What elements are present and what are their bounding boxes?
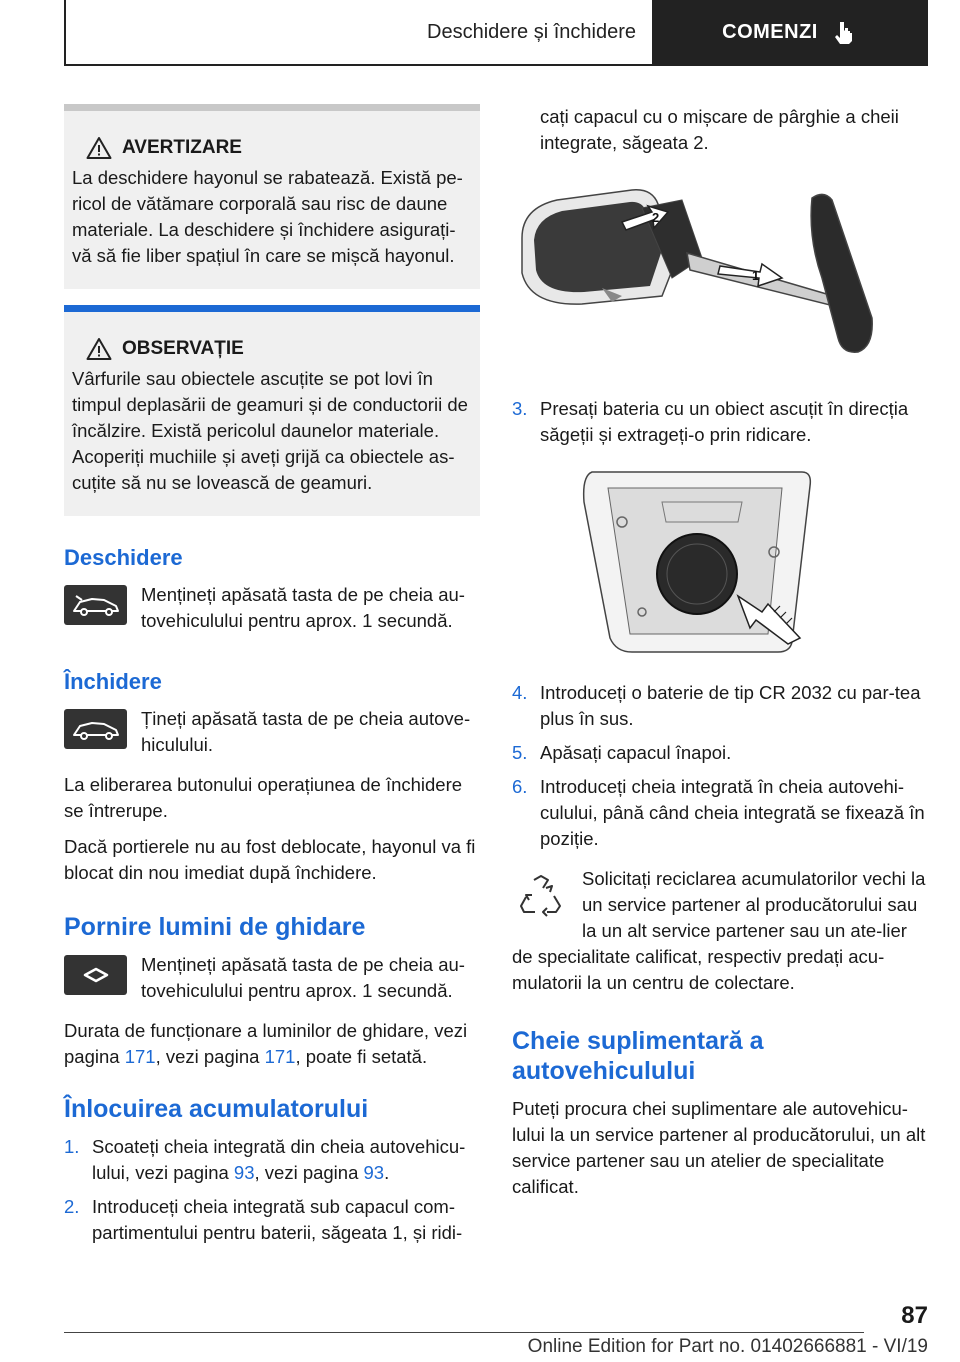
step-text xyxy=(92,1134,480,1186)
guide-lights-button-icon xyxy=(64,955,127,995)
page-number: 87 xyxy=(901,1302,928,1329)
arrow-1-label: 1 xyxy=(752,268,760,283)
step-number: 6. xyxy=(512,776,528,797)
step-text: Introduceți cheia integrată sub capacul com-partimentului pentru baterii, săgeata 1, și ridi- xyxy=(92,1196,463,1243)
step-text: Presați bateria cu un obiect ascuțit în direcția săgeții și extrageți-o prin ridicare. xyxy=(540,398,909,445)
recycle-note xyxy=(512,866,928,996)
battery-steps-right-2 xyxy=(512,680,928,852)
warning-title-row xyxy=(86,135,470,161)
step-text: Apăsați capacul înapoi. xyxy=(540,742,732,763)
hand-pointer-icon xyxy=(832,19,858,45)
battery-step-6 xyxy=(512,774,928,852)
opening-text: Mențineți apăsată tasta de pe cheia au-tovehiculului pentru aprox. 1 secundă. xyxy=(141,584,465,631)
closing-paragraph-1: La eliberarea butonului operațiunea de închidere se întrerupe. xyxy=(64,774,463,821)
battery-step-2 xyxy=(64,1194,480,1246)
tailgate-close-button-icon xyxy=(64,709,127,749)
step-number: 1. xyxy=(64,1136,80,1157)
notice-title-row xyxy=(86,336,470,362)
tailgate-button-icon xyxy=(64,585,127,625)
battery-heading: Înlocuirea acumulatorului xyxy=(64,1095,369,1123)
step1-text-b: , vezi pagina xyxy=(254,1162,364,1183)
battery-step-5 xyxy=(512,740,928,766)
header-chapter-label: COMENZI xyxy=(722,20,818,43)
guide-lights-text-c: , poate fi setată. xyxy=(295,1046,428,1067)
opening-row xyxy=(64,582,480,634)
battery-step-2-continued: cați capacul cu o mișcare de pârghie a cheii integrate, săgeata 2. xyxy=(540,106,899,153)
step1-text-a: Scoateți cheia integrată din cheia autovehicu-lului, vezi pagina xyxy=(92,1136,466,1183)
battery-step-1 xyxy=(64,1134,480,1186)
battery-step-4 xyxy=(512,680,928,732)
page-link-171[interactable]: 171 xyxy=(124,1046,156,1067)
closing-heading: Închidere xyxy=(64,669,162,694)
right-column xyxy=(512,104,928,1200)
guide-lights-text: Mențineți apăsată tasta de pe cheia au-tovehiculului pentru aprox. 1 secundă. xyxy=(141,954,465,1001)
opening-heading: Deschidere xyxy=(64,545,183,570)
battery-steps-right xyxy=(512,396,928,448)
guide-lights-paragraph xyxy=(64,1018,480,1070)
step-text: Introduceți cheia integrată în cheia autovehi-culului, până când cheia integrată se fixează în poziție. xyxy=(540,776,925,849)
step1-text-c: . xyxy=(384,1162,390,1183)
header-chapter-tab[interactable] xyxy=(652,0,928,64)
guide-lights-text-a: Durata de funcționare a luminilor de ghidare, vezi pagina xyxy=(64,1020,468,1067)
warning-box xyxy=(64,104,480,289)
step-number: 5. xyxy=(512,742,528,763)
closing-row xyxy=(64,706,480,758)
step-number: 3. xyxy=(512,398,528,419)
page-link-171-second[interactable]: 171 xyxy=(264,1046,296,1067)
notice-text: Vârfurile sau obiectele ascuțite se pot lovi în timpul deplasării de geamuri și de conductorii de încălzire. Există pericolul daunelor materiale. Acoperiți muchiile și aveți grijă ca obiectele as-cuțite să nu se lovească de geamuri. xyxy=(72,368,468,493)
step-text: Introduceți o baterie de tip CR 2032 cu par-tea plus în sus. xyxy=(540,682,921,729)
left-column xyxy=(64,104,480,1254)
battery-steps-left xyxy=(64,1134,480,1246)
notice-box xyxy=(64,305,480,516)
page-link-93[interactable]: 93 xyxy=(233,1162,255,1183)
step-number: 4. xyxy=(512,682,528,703)
closing-text: Țineți apăsată tasta de pe cheia autove-hiculului. xyxy=(141,708,471,755)
caution-triangle-icon xyxy=(86,337,112,361)
key-cover-removal-illustration xyxy=(512,178,928,378)
recycle-icon xyxy=(516,872,566,922)
guide-lights-text-b: , vezi pagina xyxy=(155,1046,265,1067)
guide-lights-heading: Pornire lumini de ghidare xyxy=(64,913,366,941)
arrow-2-label: 2 xyxy=(652,210,660,225)
battery-step-3 xyxy=(512,396,928,448)
footer-edition: Online Edition for Part no. 01402666881 - VI/19 xyxy=(527,1336,928,1357)
page-link-93-second[interactable]: 93 xyxy=(363,1162,385,1183)
step-number: 2. xyxy=(64,1196,80,1217)
battery-compartment-illustration xyxy=(512,462,928,662)
notice-title: OBSERVAȚIE xyxy=(122,338,244,359)
footer-divider xyxy=(64,1332,864,1333)
warning-title: AVERTIZARE xyxy=(122,137,242,158)
spare-key-text: Puteți procura chei suplimentare ale autovehicu-lului la un service partener al producătorului, un alt service partener sau un atelier de specialitate calificat. xyxy=(512,1098,926,1197)
recycle-text: Solicitați reciclarea acumulatorilor vechi la un service partener al producătorului sau la un alt service partener sau un ate-lier de specialitate calificat, respectiv predați acu-mulatorii la un centru de colectare. xyxy=(512,868,926,993)
warning-triangle-icon xyxy=(86,136,112,160)
closing-paragraph-2: Dacă portierele nu au fost deblocate, hayonul va fi blocat din nou imediat după închidere. xyxy=(64,836,476,883)
header-section-title: Deschidere și închidere xyxy=(427,20,636,43)
guide-lights-row xyxy=(64,952,480,1004)
warning-text: La deschidere hayonul se rabatează. Există pe-ricol de vătămare corporală sau risc de daune materiale. La deschidere și închidere asigurați-vă să fie liber spațiul în care se mișcă hayonul. xyxy=(72,167,463,266)
spare-key-heading: Cheie suplimentară a autovehiculului xyxy=(512,1027,764,1085)
